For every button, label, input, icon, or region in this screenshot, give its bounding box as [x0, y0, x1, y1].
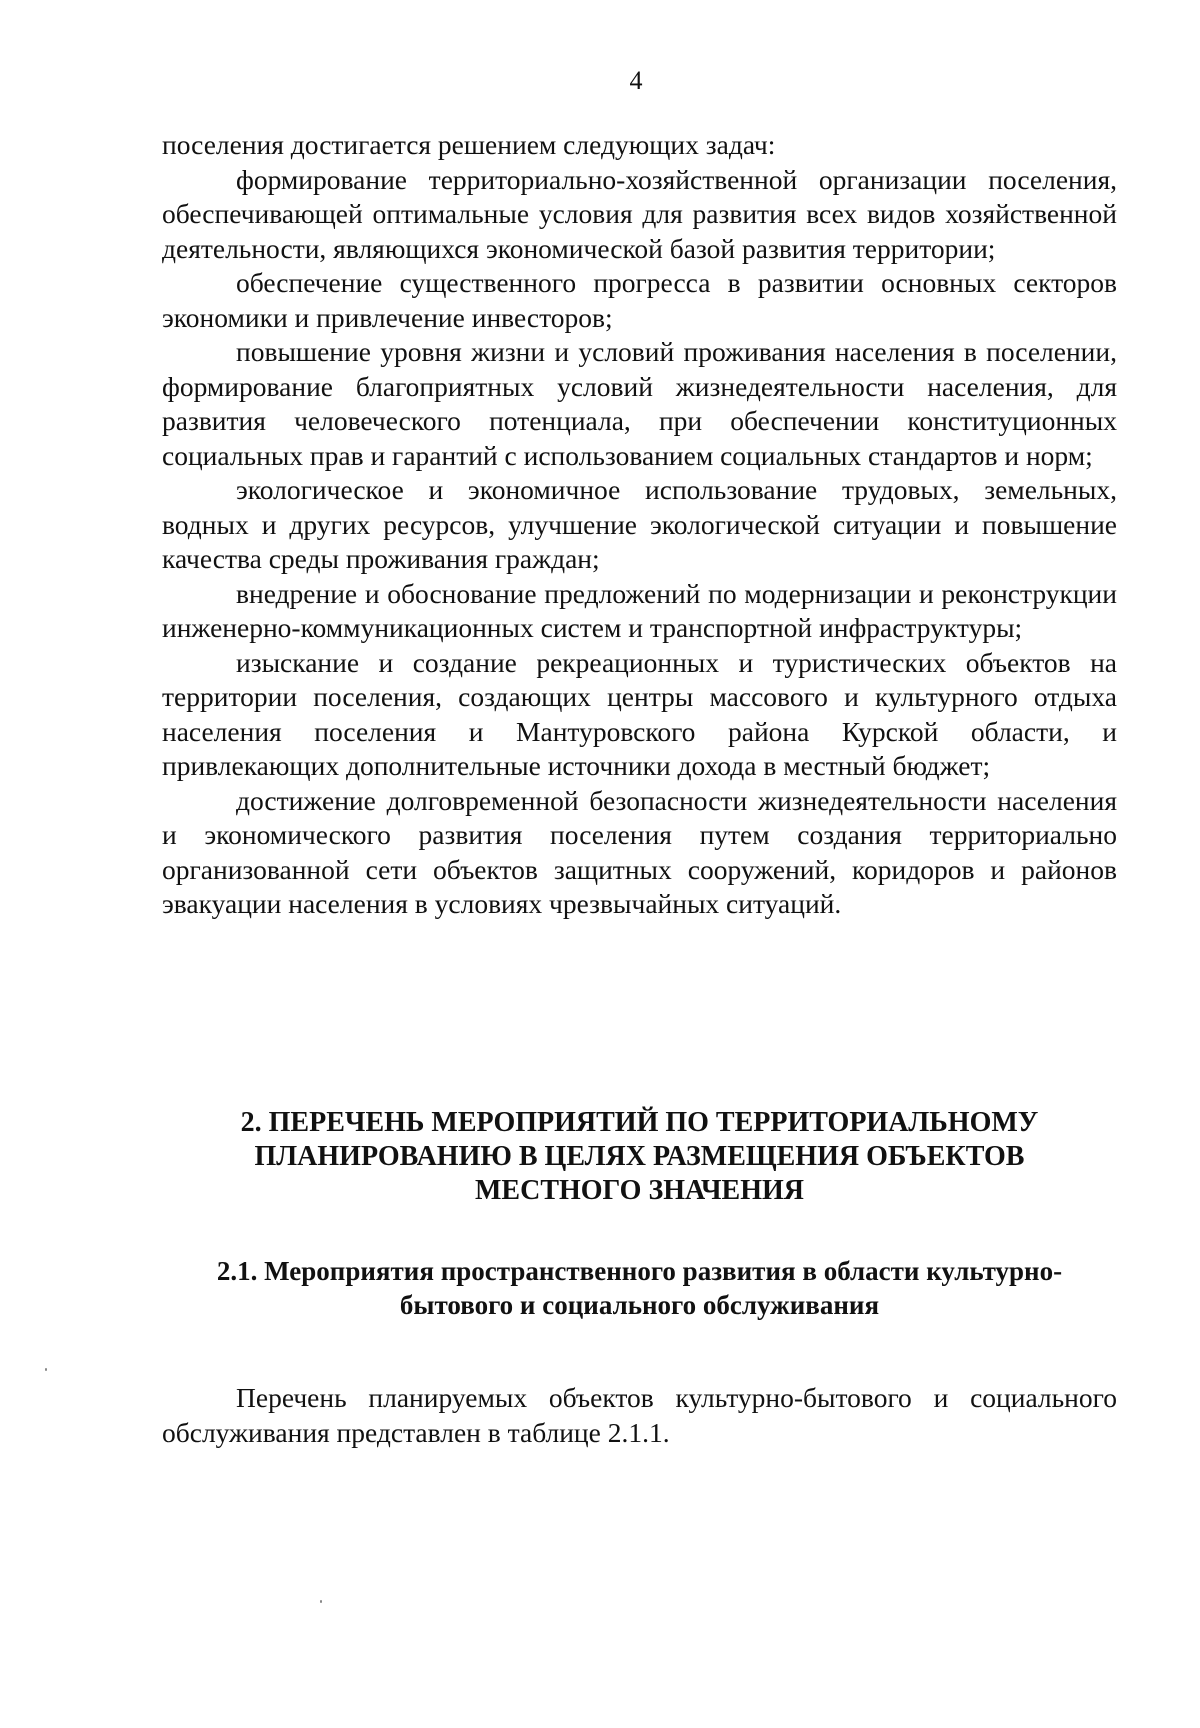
subsection-heading: 2.1. Мероприятия пространственного развития в области культурно- бытового и социального обслуживания [216, 1256, 1063, 1320]
page-number: 4 [629, 66, 643, 95]
body-text [162, 128, 1117, 922]
paragraph: обеспечение существенного прогресса в развитии основных секторов экономики и привлечение инвесторов; [162, 267, 1117, 333]
paragraph: повышение уровня жизни и условий проживания населения в поселении, формирование благоприятных условий жизнедеятельности населения, для развития человеческого потенциала, при обеспечении конституционных социальных прав и гарантий с использованием социальных стандартов и норм; [162, 336, 1117, 471]
paragraph: достижение долговременной безопасности жизнедеятельности населения и экономического развития поселения путем создания территориально организованной сети объектов защитных сооружений, коридоров и районов эвакуации населения в условиях чрезвычайных ситуаций. [162, 784, 1117, 919]
closing-paragraph: Перечень планируемых объектов культурно-бытового и социального обслуживания представлен в таблице 2.1.1. [162, 1381, 1117, 1448]
paragraph: внедрение и обоснование предложений по модернизации и реконструкции инженерно-коммуникационных систем и транспортной инфраструктуры; [162, 577, 1117, 643]
paragraph: экологическое и экономичное использование трудовых, земельных, водных и других ресурсов, улучшение экологической ситуации и повышение качества среды проживания граждан; [162, 474, 1117, 574]
scan-speck [320, 1600, 322, 1603]
paragraph: изыскание и создание рекреационных и туристических объектов на территории поселения, создающих центры массового и культурного отдыха населения поселения и Мантуровского района Курской области, и привлекающих дополнительные источники дохода в местный бюджет; [162, 646, 1117, 781]
scan-speck [45, 1368, 47, 1371]
section-heading: 2. ПЕРЕЧЕНЬ МЕРОПРИЯТИЙ ПО ТЕРРИТОРИАЛЬНОМУ ПЛАНИРОВАНИЮ В ЦЕЛЯХ РАЗМЕЩЕНИЯ ОБЪЕКТОВ МЕСТНОГО ЗНАЧЕНИЯ [240, 1107, 1039, 1206]
paragraph: формирование территориально-хозяйственной организации поселения, обеспечивающей оптимальные условия для развития всех видов хозяйственной деятельности, являющихся экономической базой развития территории; [162, 163, 1117, 264]
paragraph: поселения достигается решением следующих задач: [162, 129, 776, 160]
